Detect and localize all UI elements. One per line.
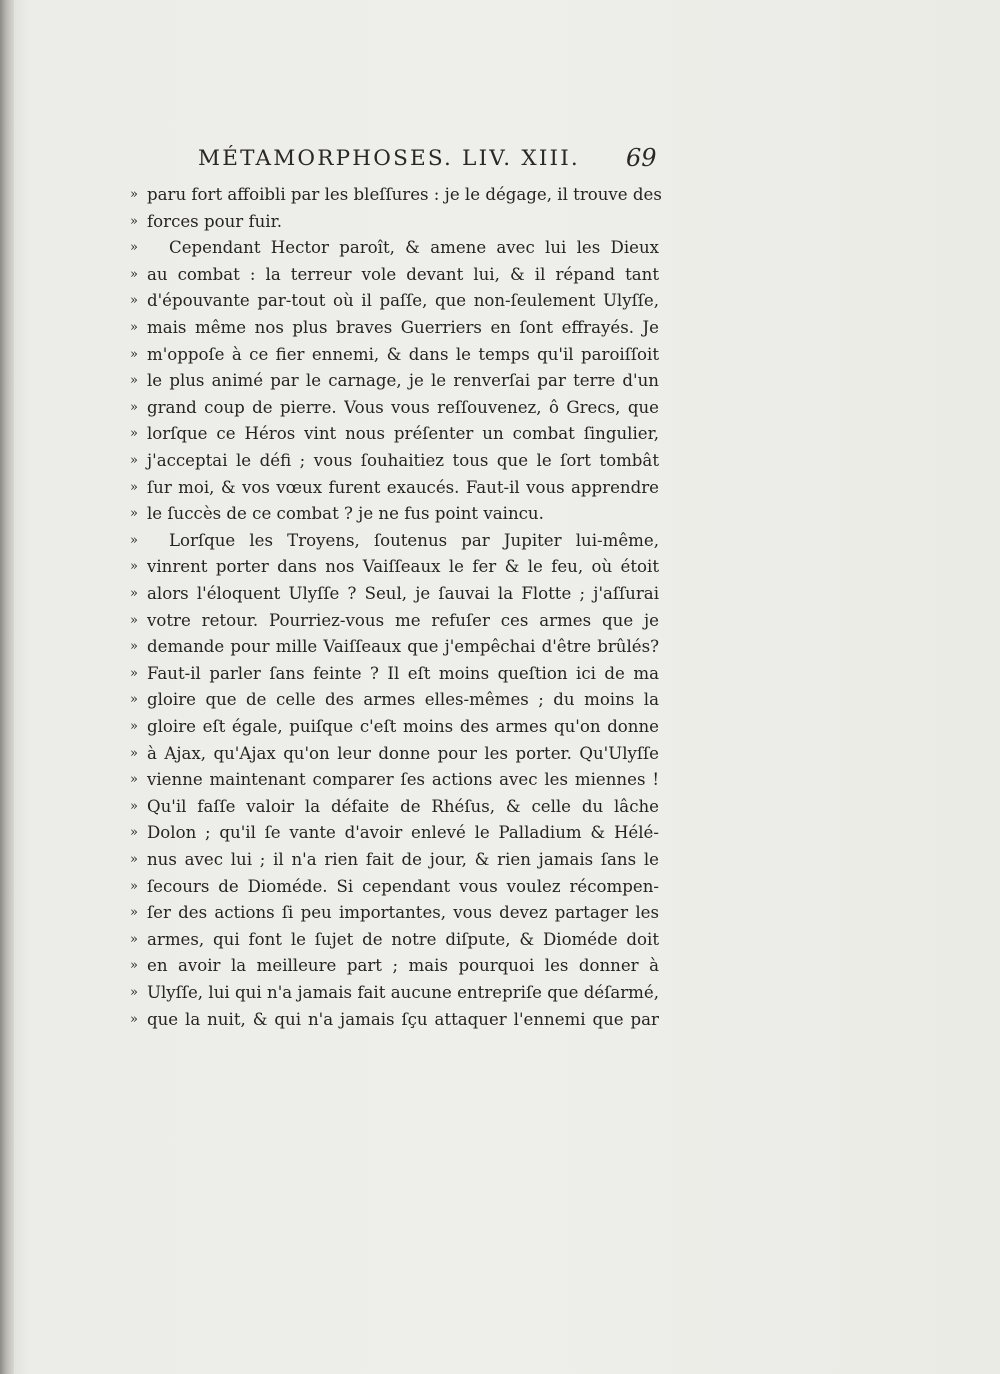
quote-mark: »: [130, 559, 137, 575]
text-block: [130, 182, 660, 1042]
line-text: gloire que de celle des armes elles-mêmes ; du moins la: [147, 690, 659, 710]
quote-mark: »: [130, 187, 137, 202]
quote-mark: »: [130, 772, 137, 788]
line-text: grand coup de pierre. Vous vous reſſouvenez, ô Grecs, que: [147, 397, 659, 417]
text-line: [130, 714, 660, 740]
line-text: gloire eſt égale, puiſque c'eſt moins des armes qu'on donne: [147, 717, 659, 736]
text-line: [130, 687, 660, 713]
text-line: [130, 395, 660, 421]
line-text: le plus animé par le carnage, je le renverſai par terre d'un: [147, 371, 659, 391]
quote-mark: »: [130, 320, 137, 335]
text-line: [130, 820, 660, 846]
quote-mark: »: [130, 639, 137, 655]
line-text: Qu'il faſſe valoir la défaite de Rhéſus, & celle du lâche: [147, 796, 659, 816]
text-line: [130, 209, 660, 235]
quote-mark: »: [130, 346, 137, 362]
quote-mark: »: [130, 798, 137, 814]
quote-mark: »: [130, 1011, 137, 1027]
quote-mark: »: [130, 665, 137, 681]
quote-mark: »: [130, 586, 137, 601]
quote-mark: »: [130, 745, 137, 761]
line-text: nus avec lui ; il n'a rien fait de jour, & rien jamais ſans le: [147, 850, 659, 869]
line-text: le ſuccès de ce combat ? je ne fus point vaincu.: [147, 504, 544, 524]
text-line: [130, 900, 660, 926]
quote-mark: »: [130, 612, 137, 628]
line-text: Faut-il parler ſans feinte ? Il eſt moins queſtion ici de ma: [147, 663, 659, 683]
line-text: votre retour. Pourriez-vous me refuſer ces armes que je: [147, 610, 659, 630]
text-line: [130, 421, 660, 447]
quote-mark: »: [130, 240, 137, 256]
text-line: [130, 634, 660, 660]
quote-mark: »: [130, 506, 137, 522]
quote-mark: »: [130, 958, 137, 974]
text-line: [130, 767, 660, 793]
line-text: ſer des actions ſi peu importantes, vous devez partager les: [147, 903, 659, 923]
text-line: [130, 528, 660, 554]
text-line: [130, 475, 660, 501]
quote-mark: »: [130, 985, 137, 1000]
running-title: MÉTAMORPHOSES. LIV. XIII.: [198, 146, 580, 171]
line-text: paru fort affoibli par les bleſſures : je le dégage, il trouve des: [147, 185, 662, 204]
quote-mark: »: [130, 532, 137, 548]
text-line: [130, 235, 660, 261]
text-line: [130, 741, 660, 767]
page-number: 69: [626, 144, 657, 172]
text-line: [130, 847, 660, 873]
line-text: demande pour mille Vaiſſeaux que j'empêchai d'être brûlés?: [147, 637, 659, 657]
text-line: [130, 315, 660, 341]
line-text: Ulyſſe, lui qui n'a jamais fait aucune entrepriſe que déſarmé,: [147, 983, 659, 1002]
quote-mark: »: [130, 293, 137, 309]
quote-mark: »: [130, 905, 137, 921]
text-line: [130, 368, 660, 394]
line-text: ſecours de Dioméde. Si cependant vous voulez récompen-: [147, 876, 659, 896]
text-line: [130, 608, 660, 634]
text-line: [130, 953, 660, 979]
quote-mark: »: [130, 931, 137, 947]
quote-mark: »: [130, 878, 137, 894]
quote-mark: »: [130, 453, 137, 468]
line-text: alors l'éloquent Ulyſſe ? Seul, je ſauvai la Flotte ; j'aſſurai: [147, 584, 659, 603]
line-text: Lorſque les Troyens, ſoutenus par Jupiter lui-même,: [169, 530, 659, 550]
quote-mark: »: [130, 719, 137, 734]
line-text: vienne maintenant comparer ſes actions avec les miennes !: [147, 770, 659, 790]
line-text: m'oppoſe à ce fier ennemi, & dans le temps qu'il paroiſſoit: [147, 344, 659, 364]
text-line: [130, 554, 660, 580]
quote-mark: »: [130, 852, 137, 867]
line-text: j'acceptai le défi ; vous ſouhaitiez tous que le ſort tombât: [147, 451, 659, 470]
quote-mark: »: [130, 399, 137, 415]
running-head: [198, 142, 660, 182]
line-text: que la nuit, & qui n'a jamais ſçu attaquer l'ennemi que par: [147, 1009, 659, 1029]
text-line: [130, 288, 660, 314]
quote-mark: »: [130, 825, 137, 841]
text-line: [130, 342, 660, 368]
quote-mark: »: [130, 373, 137, 389]
line-text: en avoir la meilleure part ; mais pourquoi les donner à: [147, 956, 659, 976]
line-text: d'épouvante par-tout où il paſſe, que non-ſeulement Ulyſſe,: [147, 291, 659, 311]
line-text: à Ajax, qu'Ajax qu'on leur donne pour les porter. Qu'Ulyſſe: [147, 743, 659, 763]
line-text: au combat : la terreur vole devant lui, & il répand tant: [147, 264, 659, 284]
text-line: [130, 927, 660, 953]
line-text: ſur moi, & vos vœux furent exaucés. Faut-il vous apprendre: [147, 477, 659, 497]
line-text: Cependant Hector paroît, & amene avec lui les Dieux: [169, 238, 659, 258]
text-line: [130, 182, 660, 208]
text-line: [130, 874, 660, 900]
line-text: vinrent porter dans nos Vaiſſeaux le fer & le feu, où étoit: [147, 557, 659, 577]
text-line: [130, 448, 660, 474]
text-line: [130, 661, 660, 687]
line-text: armes, qui font le ſujet de notre diſpute, & Dioméde doit: [147, 929, 659, 949]
quote-mark: »: [130, 426, 137, 442]
text-line: [130, 581, 660, 607]
quote-mark: »: [130, 266, 137, 282]
quote-mark: »: [130, 479, 137, 495]
line-text: Dolon ; qu'il ſe vante d'avoir enlevé le Palladium & Hélé-: [147, 823, 659, 843]
quote-mark: »: [130, 692, 137, 708]
text-line: [130, 262, 660, 288]
line-text: lorſque ce Héros vint nous préſenter un combat ſingulier,: [147, 424, 659, 444]
text-line: [130, 794, 660, 820]
line-text: mais même nos plus braves Guerriers en ſont effrayés. Je: [147, 318, 659, 337]
line-text: forces pour fuir.: [147, 211, 282, 231]
binding-edge: [0, 0, 14, 1374]
quote-mark: »: [130, 213, 137, 229]
text-line: [130, 1007, 660, 1033]
text-line: [130, 980, 660, 1006]
text-line: [130, 501, 660, 527]
